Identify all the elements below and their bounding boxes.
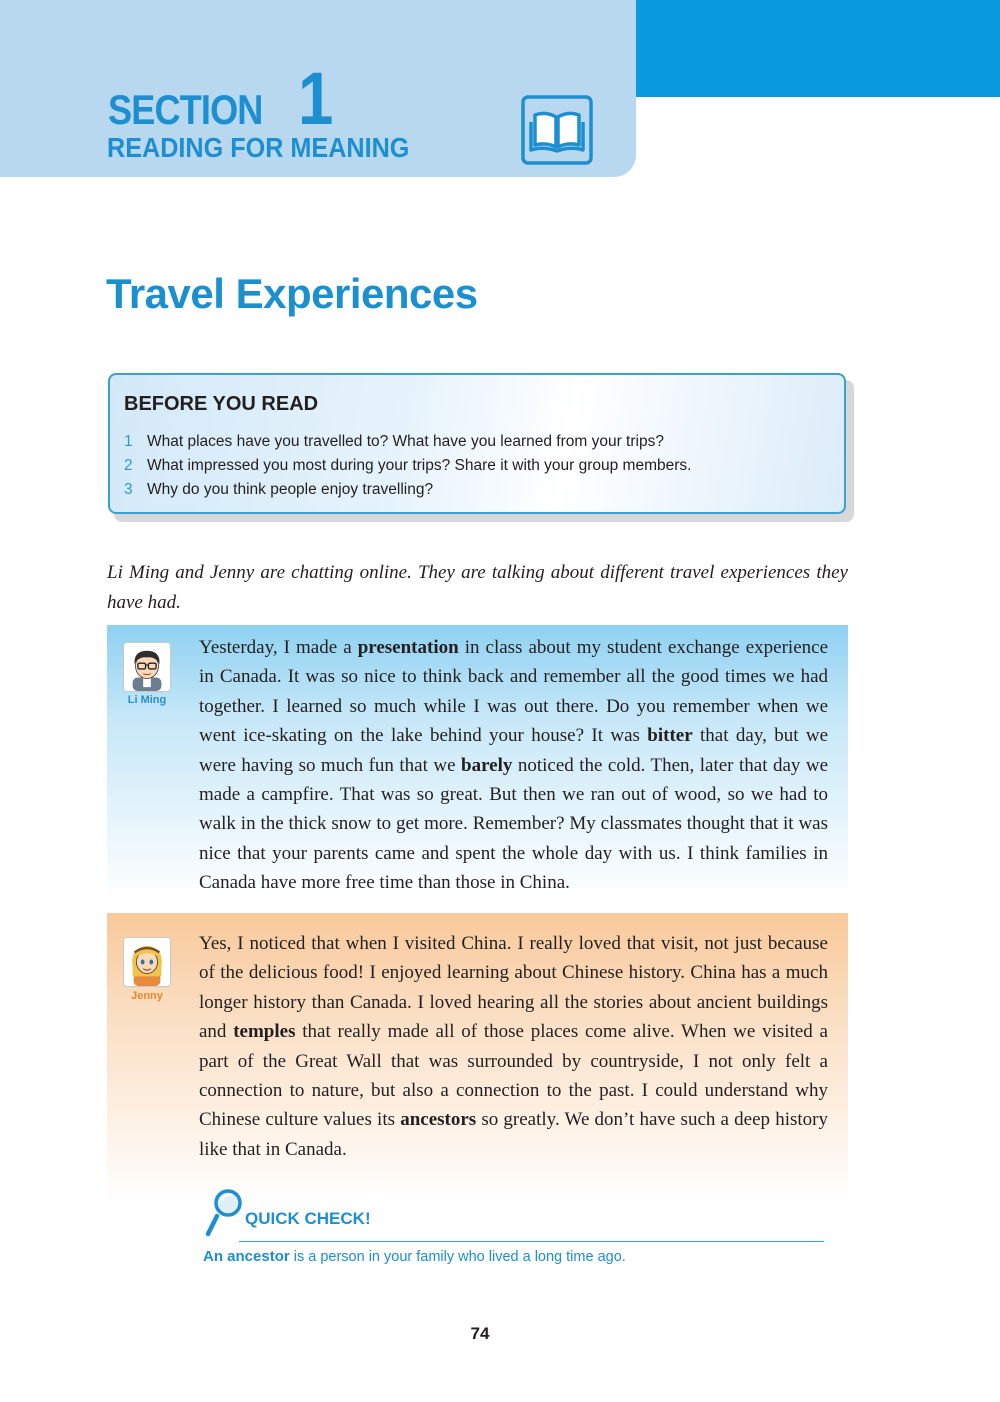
question-text: Why do you think people enjoy travelling? (147, 481, 434, 498)
before-you-read-heading: BEFORE YOU READ (124, 393, 319, 415)
chat-message-jenny (107, 913, 848, 1203)
question-text: What impressed you most during your trips? Share it with your group members. (147, 457, 692, 474)
section-word: SECTION (108, 86, 263, 133)
question-item (124, 457, 691, 481)
before-you-read-box (108, 373, 846, 514)
section-number: 1 (297, 57, 334, 140)
question-item (124, 481, 691, 505)
question-number: 3 (124, 481, 133, 498)
quick-check-divider (239, 1241, 824, 1242)
question-item (124, 433, 691, 457)
section-label (108, 57, 339, 140)
open-book-icon (521, 95, 593, 165)
page-title: Travel Experiences (106, 270, 478, 317)
magnifier-icon (205, 1188, 245, 1238)
li-ming-name: Li Ming (127, 694, 167, 706)
before-you-read-list (124, 433, 691, 505)
jenny-message: Yes, I noticed that when I visited China. I really loved that visit, not just because of the delicious food! I enjoyed learning about Chinese history. China has a much longer history than Canada. I loved hearing all the stories about ancient buildings and temples that really made all of those places come alive. When we visited a part of the Great Wall that was surrounded by countryside, I not only felt a connection to nature, but also a connection to the past. I could understand why Chinese culture values its ancestors so greatly. We don’t have such a deep history like that in Canada. (199, 933, 828, 1160)
vocab-word: ancestors (400, 1109, 477, 1131)
boy-avatar (123, 642, 171, 692)
quick-check-title: QUICK CHECK! (245, 1209, 371, 1228)
question-number: 2 (124, 457, 133, 474)
section-subtitle: READING FOR MEANING (107, 132, 410, 163)
jenny-name: Jenny (131, 990, 163, 1002)
question-number: 1 (124, 433, 133, 450)
vocab-word: temples (233, 1021, 296, 1043)
vocab-word: barely (461, 754, 513, 776)
vocab-word: presentation (357, 637, 459, 658)
header-accent-bar (636, 0, 1000, 97)
quick-check-term: An ancestor (203, 1248, 290, 1265)
question-text: What places have you travelled to? What have you learned from your trips? (147, 433, 664, 450)
quick-check-definition: An ancestor is a person in your family who lived a long time ago. (203, 1248, 626, 1265)
intro-text: Li Ming and Jenny are chatting online. They are talking about different travel experiences they have had. (107, 562, 848, 613)
page-number: 74 (470, 1324, 490, 1343)
vocab-word: bitter (647, 725, 693, 747)
li-ming-message: Yesterday, I made a presentation in class about my student exchange experience in Canada. It was so nice to think back and remember all the good times we had together. I learned so much while I was out there. Do you remember when we went ice-skating on the lake behind your house? It was bitter that day, but we were having so much fun that we barely noticed the cold. Then, later that day we made a campfire. That was so great. But then we ran out of wood, so we had to walk in the thick snow to get more. Remember? My classmates thought that it was nice that your parents came and spent the whole day with us. I think families in Canada have more free time than those in China. (199, 637, 829, 894)
girl-avatar (123, 937, 171, 987)
chat-message-li-ming (107, 625, 848, 900)
